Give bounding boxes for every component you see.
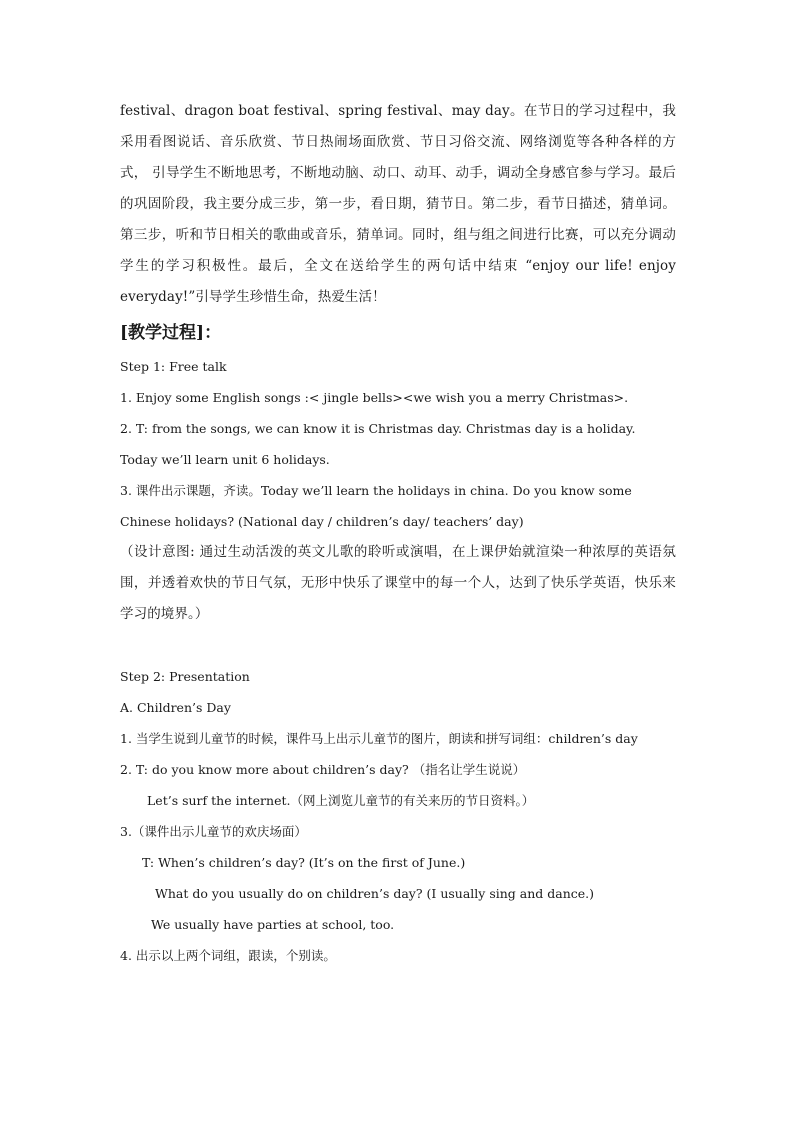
document-page (120, 96, 676, 971)
step1-item1: 1. Enjoy some English songs :< jingle bells><we wish you a merry Christmas>. (120, 390, 629, 405)
step2-item4: 4. 出示以上两个词组，跟读，个别读。 (120, 948, 336, 963)
step1-title: Step 1: Free talk (120, 359, 227, 374)
step1-design-note: （设计意图: 通过生动活泼的英文儿歌的聆听或演唱，在上课伊始就渲染一种浓厚的英语氛围，并透着欢快的节日气氛，无形中快乐了课堂中的每一个人，达到了快乐学英语，快乐来学习的境界。） (120, 544, 676, 622)
step1-item2: 2. T: from the songs, we can know it is Christmas day. Christmas day is a holiday. Today we’ll learn unit 6 holidays. (120, 421, 636, 467)
step2-sub-a: A. Children’s Day (120, 700, 231, 715)
blank-line (120, 630, 676, 661)
step2-item1: 1. 当学生说到儿童节的时候，课件马上出示儿童节的图片，朗读和拼写词组：children’s day (120, 731, 638, 746)
step2-item2: 2. T: do you know more about children’s day? （指名让学生说说） (120, 762, 526, 777)
section-heading: [教学过程]： (120, 323, 222, 343)
step2-item3-line3: We usually have parties at school, too. (151, 917, 395, 932)
step2-item3-line2: What do you usually do on children’s day? (I usually sing and dance.) (155, 886, 594, 901)
step2-item3-line1: T: When’s children’s day? (It’s on the first of June.) (142, 855, 466, 870)
intro-paragraph: festival、dragon boat festival、spring festival、may day。在节日的学习过程中，我采用看图说话、音乐欣赏、节日热闹场面欣赏、节日习俗交流、网络浏览等各种各样的方式， 引导学生不断地思考，不断地动脑、动口、动耳、动手，调动全身感官参与学习。最后的巩固阶段，我主要分成三步，第一步，看日期，猜节日。第二步，看节日描述，猜单词。第三步，听和节日相关的歌曲或音乐，猜单词。同时，组与组之间进行比赛，可以充分调动学生的学习积极性。最后，全文在送给学生的两句话中结束 “enjoy our life! enjoy everyday!”引导学生珍惜生命，热爱生活！ (120, 103, 676, 305)
step1-item3: 3. 课件出示课题，齐读。Today we’ll learn the holidays in china. Do you know some Chinese holidays? (National day / children’s day/ teachers’ day) (120, 483, 632, 529)
step2-title: Step 2: Presentation (120, 669, 250, 684)
step2-item3: 3.（课件出示儿童节的欢庆场面） (120, 824, 307, 839)
step2-item2-sub: Let’s surf the internet.（网上浏览儿童节的有关来历的节日资料。） (147, 793, 535, 808)
